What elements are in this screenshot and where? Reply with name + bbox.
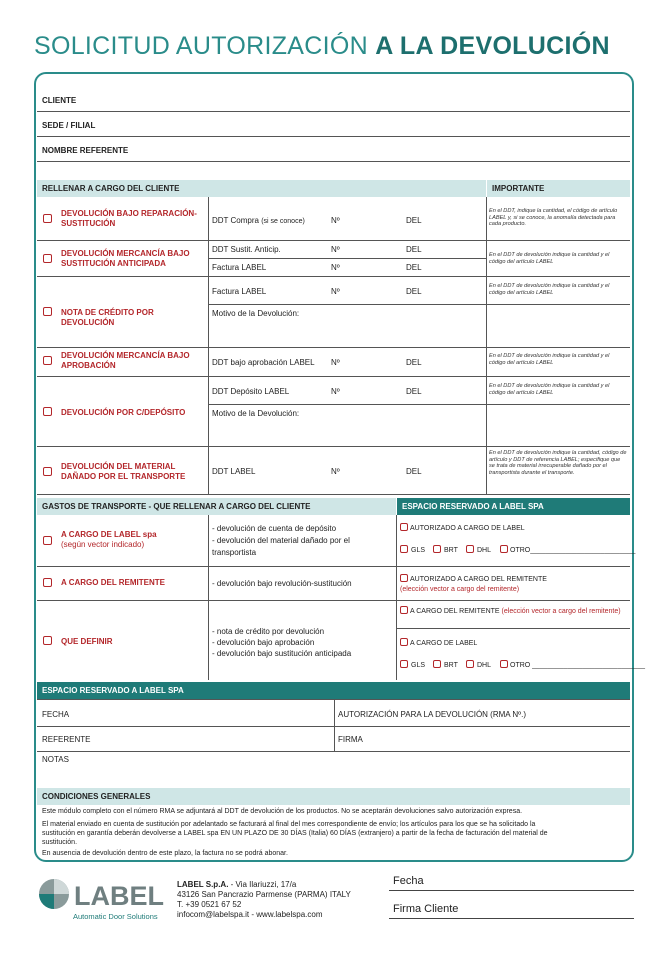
brt-checkbox[interactable]: [433, 660, 441, 668]
brt-checkbox[interactable]: [433, 545, 441, 553]
importante-note: En el DDT de devolución indique la cantidad y el código del artículo LABEL: [489, 353, 610, 366]
svg-text:LABEL: LABEL: [74, 881, 164, 911]
firma-cliente-label: Firma Cliente: [393, 903, 459, 915]
checkbox[interactable]: [43, 214, 52, 223]
ddt-compra-label: DDT Compra (si se conoce): [212, 216, 305, 225]
contact-links[interactable]: infocom@labelspa.it - www.labelspa.com: [177, 910, 323, 919]
autorizacion-rma-field[interactable]: AUTORIZACIÓN PARA LA DEVOLUCIÓN (RMA Nº.): [338, 710, 526, 719]
importante-note: En el DDT, indique la cantidad, el código de artículo LABEL y, si se conoce, la anomalía detectada para cada producto.: [489, 208, 618, 228]
section-transporte-header: GASTOS DE TRANSPORTE - QUE RELLENAR A CARGO DEL CLIENTE: [37, 498, 396, 515]
svg-text:Automatic Door Solutions: Automatic Door Solutions: [73, 912, 158, 921]
section-reservado-header: ESPACIO RESERVADO A LABEL SPA: [397, 498, 630, 515]
fecha-signature-line[interactable]: [389, 890, 634, 891]
transport-desc: - nota de crédito por devolución: [212, 627, 325, 636]
importante-note: En el DDT de devolución indique la cantidad y el código del artículo LABEL: [489, 252, 610, 265]
gls-checkbox[interactable]: [400, 545, 408, 553]
del-label: DEL: [406, 216, 422, 225]
autorizado-label-text: AUTORIZADO A CARGO DE LABEL: [410, 525, 525, 532]
transport-desc: - devolución bajo revolución-sustitución: [212, 579, 352, 588]
nombre-referente-field[interactable]: [37, 161, 630, 162]
ddt-aprobacion-label: DDT bajo aprobación LABEL: [212, 358, 315, 367]
checkbox[interactable]: [43, 307, 52, 316]
page-title: SOLICITUD AUTORIZACIÓN A LA DEVOLUCIÓN: [34, 32, 610, 60]
importante-note: En el DDT de devolución indique la cantidad y el código del artículo LABEL: [489, 283, 610, 296]
checkbox[interactable]: [43, 578, 52, 587]
referente-field[interactable]: REFERENTE: [42, 735, 91, 744]
transport-desc: - devolución bajo aprobación: [212, 638, 315, 647]
nombre-referente-label: NOMBRE REFERENTE: [42, 146, 129, 155]
checkbox[interactable]: [43, 536, 52, 545]
firma-field[interactable]: FIRMA: [338, 735, 363, 744]
transport-desc: - devolución de cuenta de depósito: [212, 524, 337, 533]
otro-field[interactable]: OTRO _____________________________: [510, 662, 646, 669]
logo-icon: [36, 878, 166, 922]
ddt-sustit-label: DDT Sustit. Anticip.: [212, 245, 281, 254]
importante-note: En el DDT de devolución indique la cantidad, código de artículo y DDT de referencia LABEL; especifique que se trata de material irrecuperable dañado por el transportista durante el transporte.: [489, 450, 627, 476]
factura-label: Factura LABEL: [212, 263, 267, 272]
otro-checkbox[interactable]: [500, 660, 508, 668]
checkbox[interactable]: [43, 356, 52, 365]
checkbox[interactable]: [43, 636, 52, 645]
ddt-label: DDT LABEL: [212, 467, 256, 476]
notas-field[interactable]: NOTAS: [42, 755, 69, 764]
condiciones-text: sustitución en garantía deberán devolverse a LABEL spa EN UN PLAZO DE 30 DÍAS (Italia) 60 DÍAS (extranjero) a partir de la fecha de facturación del material de: [42, 830, 548, 837]
dhl-checkbox[interactable]: [466, 660, 474, 668]
factura-label: Factura LABEL: [212, 287, 267, 296]
checkbox[interactable]: [43, 467, 52, 476]
transport-desc: transportista: [212, 548, 257, 557]
condiciones-text: Este módulo completo con el número RMA se adjuntará al DDT de devolución de los productos. No se aceptarán devoluciones salvo autorización expresa.: [42, 808, 523, 815]
motivo-label: Motivo de la Devolución:: [212, 409, 300, 418]
importante-note: En el DDT de devolución indique la cantidad y el código del artículo LABEL: [489, 383, 610, 396]
transport-desc: - devolución del material dañado por el: [212, 536, 350, 545]
cargo-label-checkbox[interactable]: [400, 638, 408, 646]
condiciones-text: En ausencia de devolución dentro de este plazo, la factura no se podrá abonar.: [42, 850, 288, 857]
cargo-remitente-checkbox[interactable]: [400, 606, 408, 614]
autorizado-label-checkbox[interactable]: [400, 523, 408, 531]
condiciones-header: CONDICIONES GENERALES: [37, 788, 630, 805]
company-logo: [36, 878, 166, 922]
checkbox[interactable]: [43, 407, 52, 416]
checkbox[interactable]: [43, 254, 52, 263]
condiciones-text: sustitución.: [42, 839, 78, 846]
numero-label: Nº: [331, 216, 340, 225]
fecha-signature-label: Fecha: [393, 875, 424, 887]
sede-label: SEDE / FILIAL: [42, 121, 96, 130]
cliente-label: CLIENTE: [42, 96, 77, 105]
condiciones-text: El material enviado en cuenta de sustitución por adelantado se facturará al final del mes correspondiente de envío; los artículos para los que se ha solicitado la: [42, 821, 536, 828]
otro-checkbox[interactable]: [500, 545, 508, 553]
transport-desc: - devolución bajo sustitución anticipada: [212, 649, 352, 658]
section-cliente-header: RELLENAR A CARGO DEL CLIENTE: [37, 180, 486, 197]
sede-field[interactable]: [37, 136, 630, 137]
gls-checkbox[interactable]: [400, 660, 408, 668]
firma-cliente-line[interactable]: [389, 918, 634, 919]
fecha-field[interactable]: FECHA: [42, 710, 70, 719]
dhl-checkbox[interactable]: [466, 545, 474, 553]
otro-field[interactable]: OTRO___________________________: [510, 547, 636, 554]
section-importante-header: IMPORTANTE: [487, 180, 630, 197]
motivo-label: Motivo de la Devolución:: [212, 309, 300, 318]
section-reservado-label-header: ESPACIO RESERVADO A LABEL SPA: [37, 682, 630, 699]
autorizado-remitente-checkbox[interactable]: [400, 574, 408, 582]
cliente-field[interactable]: [37, 111, 630, 112]
company-address: LABEL S.p.A. - Via Ilariuzzi, 17/a 43126 San Pancrazio Parmense (PARMA) ITALY T. +39 0521 67 52 infocom@labelspa.it - www.labelspa.com: [177, 880, 351, 919]
ddt-deposito-label: DDT Depósito LABEL: [212, 387, 290, 396]
